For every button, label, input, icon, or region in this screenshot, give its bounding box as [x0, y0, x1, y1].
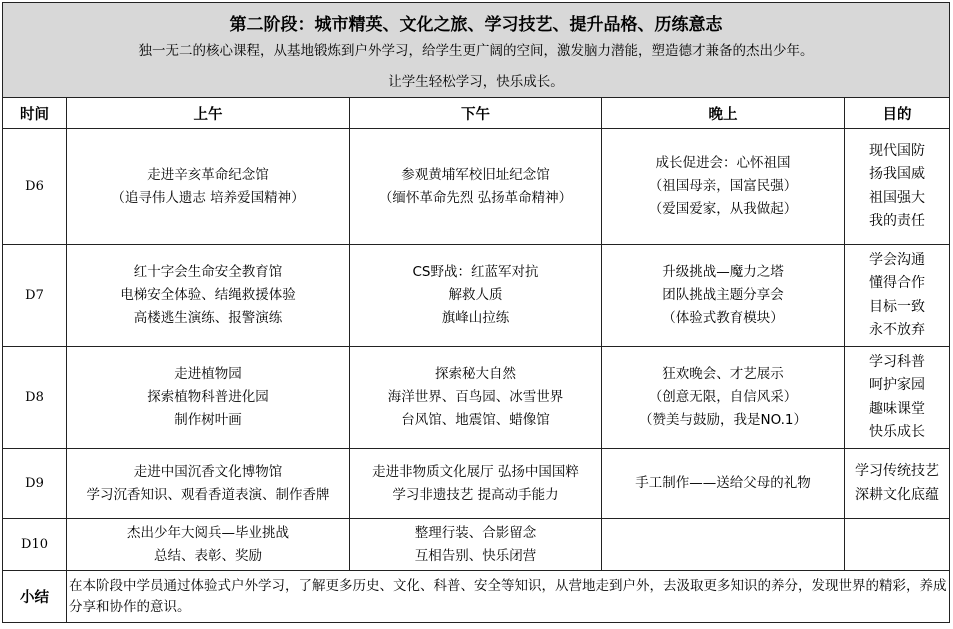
column-header-evening: 晚上 — [602, 98, 845, 129]
activity-line: 成长促进会：心怀祖国 — [655, 155, 791, 171]
activity-line: 旗峰山拉练 — [441, 310, 510, 326]
activity-line: 红十字会生命安全教育馆 — [133, 264, 283, 280]
stage-description: 独一无二的核心课程，从基地锻炼到户外学习，给学生更广阔的空间，激发脑力潜能，塑造德才兼备的杰出少年。 — [138, 42, 814, 59]
activity-line: （缅怀革命先烈 弘扬革命精神） — [378, 189, 573, 206]
purpose-line: 永不放弃 — [869, 322, 926, 338]
activity-line: 探索秘大自然 — [435, 366, 516, 382]
purpose-line: 扬我国威 — [869, 166, 926, 182]
evening-activity — [602, 347, 845, 449]
day-label: D9 — [3, 449, 67, 519]
afternoon-activity — [350, 245, 602, 347]
column-header-time: 时间 — [3, 98, 67, 129]
purpose-line: 祖国强大 — [869, 189, 926, 206]
activity-line: 探索植物科普进化园 — [147, 389, 269, 405]
activity-line: 电梯安全体验、结绳救援体验 — [120, 287, 296, 303]
evening-activity — [602, 129, 845, 245]
activity-line: （祖国母亲，国富民强） — [648, 178, 798, 194]
table-row — [3, 129, 950, 245]
activity-line: 团队挑战主题分享会 — [662, 287, 784, 303]
purpose-line: 学习科普 — [869, 353, 926, 370]
morning-activity — [67, 449, 350, 519]
purpose-line: 懂得合作 — [869, 275, 926, 291]
morning-activity — [67, 245, 350, 347]
activity-line: 互相告别、快乐闭营 — [414, 547, 537, 564]
activity-line: 海洋世界、百鸟园、冰雪世界 — [387, 389, 564, 405]
activity-line: 参观黄埔军校旧址纪念馆 — [401, 166, 550, 183]
afternoon-activity — [350, 129, 602, 245]
purpose-cell — [845, 519, 950, 571]
column-header-purpose: 目的 — [845, 98, 950, 129]
evening-activity — [602, 449, 845, 519]
summary-text: 在本阶段中学员通过体验式户外学习，了解更多历史、文化、科普、安全等知识，从营地走到户外，去汲取更多知识的养分，发现世界的精彩，养成分享和协作的意识。 — [67, 571, 950, 623]
morning-activity — [67, 129, 350, 245]
activity-line: 走进辛亥革命纪念馆 — [147, 166, 269, 183]
purpose-line: 快乐成长 — [869, 424, 926, 440]
activity-line: 狂欢晚会、才艺展示 — [662, 366, 784, 382]
purpose-line: 深耕文化底蕴 — [855, 486, 940, 503]
activity-line: 走进植物园 — [174, 366, 242, 382]
activity-line: 高楼逃生演练、报警演练 — [133, 310, 283, 326]
purpose-cell — [845, 245, 950, 347]
purpose-line: 现代国防 — [869, 142, 926, 159]
activity-line: （爱国爱家，从我做起） — [648, 201, 798, 217]
purpose-cell — [845, 449, 950, 519]
day-label: D10 — [3, 519, 67, 571]
activity-line: （创意无限，自信风采） — [648, 389, 798, 405]
day-label: D6 — [3, 129, 67, 245]
purpose-line: 呵护家园 — [869, 377, 926, 393]
table-row — [3, 347, 950, 449]
stage-header — [3, 3, 950, 98]
table-row — [3, 245, 950, 347]
summary-label: 小结 — [3, 571, 67, 623]
activity-line: 学习非遗技艺 提高动手能力 — [392, 486, 559, 503]
afternoon-activity — [350, 347, 602, 449]
day-label: D8 — [3, 347, 67, 449]
activity-line: 制作树叶画 — [174, 412, 242, 428]
activity-line: （赞美与鼓励，我是NO.1） — [638, 412, 808, 428]
evening-activity — [602, 245, 845, 347]
column-header-morning: 上午 — [67, 98, 350, 129]
table-row — [3, 519, 950, 571]
activity-line: 杰出少年大阅兵—毕业挑战 — [127, 524, 289, 541]
purpose-line: 学会沟通 — [869, 251, 926, 268]
activity-line: 升级挑战—魔力之塔 — [662, 264, 784, 280]
activity-line: （追寻伟人遗志 培养爱国精神） — [111, 189, 305, 206]
afternoon-activity — [350, 519, 602, 571]
table-row — [3, 449, 950, 519]
activity-line: 整理行装、合影留念 — [414, 524, 537, 541]
morning-activity — [67, 347, 350, 449]
purpose-line: 目标一致 — [869, 298, 926, 315]
stage-title: 第二阶段：城市精英、文化之旅、学习技艺、提升品格、历练意志 — [229, 14, 723, 35]
activity-line: 学习沉香知识、观看香道表演、制作香牌 — [86, 486, 330, 503]
evening-activity — [602, 519, 845, 571]
purpose-line: 趣味课堂 — [869, 400, 926, 417]
stage-slogan: 让学生轻松学习，快乐成长。 — [388, 73, 564, 90]
activity-line: 走进非物质文化展厅 弘扬中国国粹 — [372, 463, 579, 480]
purpose-line: 学习传统技艺 — [855, 463, 940, 479]
activity-line: 台风馆、地震馆、蜡像馆 — [401, 412, 550, 428]
activity-line: 总结、表彰、奖励 — [154, 547, 262, 564]
purpose-cell — [845, 129, 950, 245]
activity-line: 手工制作——送给父母的礼物 — [635, 475, 811, 491]
column-header-afternoon: 下午 — [350, 98, 602, 129]
purpose-line: 我的责任 — [869, 213, 926, 229]
activity-line: 解救人质 — [448, 287, 503, 303]
activity-line: （体验式教育模块） — [662, 310, 784, 326]
activity-line: CS野战：红蓝军对抗 — [412, 264, 539, 280]
activity-line: 走进中国沉香文化博物馆 — [133, 463, 283, 480]
afternoon-activity — [350, 449, 602, 519]
morning-activity — [67, 519, 350, 571]
purpose-cell — [845, 347, 950, 449]
schedule-table — [2, 2, 950, 623]
day-label: D7 — [3, 245, 67, 347]
